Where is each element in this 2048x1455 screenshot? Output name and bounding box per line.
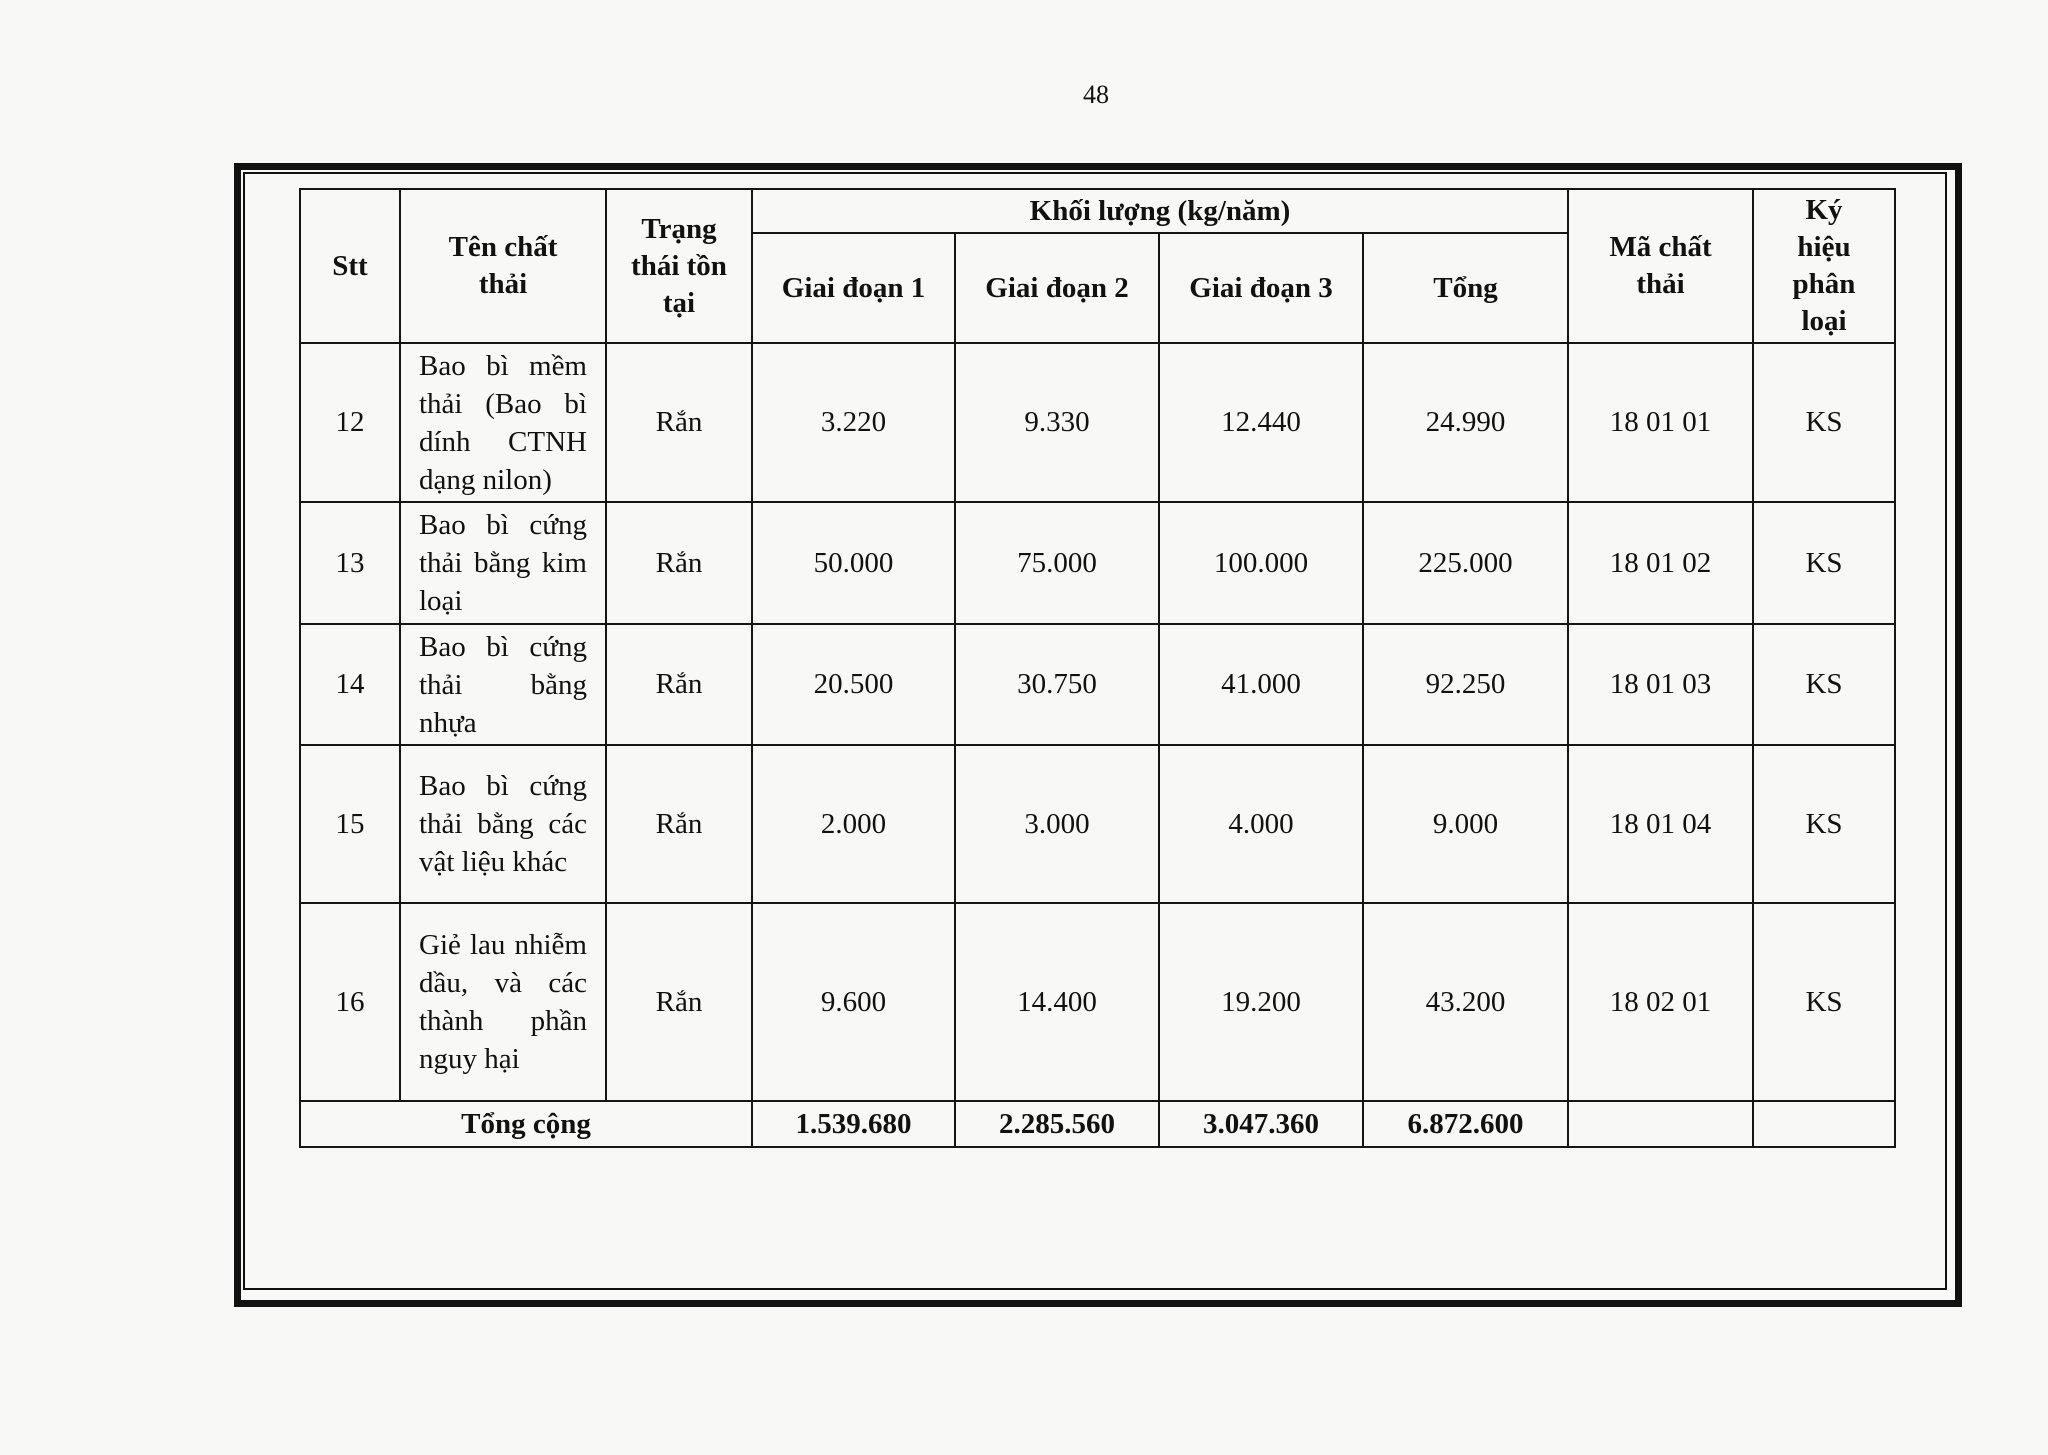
header-phase3: Giai đoạn 3: [1159, 233, 1363, 343]
page-number: 48: [1083, 80, 1109, 109]
header-class-text: Ký hiệu phân loại: [1792, 194, 1856, 337]
total-code: [1568, 1101, 1753, 1147]
cell-class: KS: [1753, 502, 1895, 624]
table-row: [300, 624, 1895, 745]
cell-code: 18 01 02: [1568, 502, 1753, 624]
cell-class: KS: [1753, 903, 1895, 1101]
header-mass-group: Khối lượng (kg/năm): [752, 189, 1568, 233]
cell-phase1: 50.000: [752, 502, 955, 624]
cell-code: 18 01 03: [1568, 624, 1753, 745]
cell-state: Rắn: [606, 502, 752, 624]
cell-stt: 16: [300, 903, 400, 1101]
cell-name: Bao bì mềm thải (Bao bì dính CTNH dạng nilon): [400, 343, 606, 502]
total-phase1: 1.539.680: [752, 1101, 955, 1147]
cell-phase2: 3.000: [955, 745, 1159, 903]
table-row: [300, 343, 1895, 502]
cell-phase3: 12.440: [1159, 343, 1363, 502]
cell-code: 18 02 01: [1568, 903, 1753, 1101]
cell-phase3: 41.000: [1159, 624, 1363, 745]
cell-stt: 14: [300, 624, 400, 745]
waste-table: [299, 188, 1896, 1148]
cell-code: 18 01 01: [1568, 343, 1753, 502]
cell-state: Rắn: [606, 624, 752, 745]
cell-phase3: 100.000: [1159, 502, 1363, 624]
cell-stt: 13: [300, 502, 400, 624]
cell-stt: 12: [300, 343, 400, 502]
table-row: [300, 502, 1895, 624]
cell-total: 9.000: [1363, 745, 1568, 903]
header-row-main: [300, 189, 1895, 233]
header-name-text: Tên chất thải: [448, 231, 558, 300]
total-label: Tổng cộng: [300, 1101, 752, 1147]
header-code: [1568, 189, 1753, 343]
total-phase3: 3.047.360: [1159, 1101, 1363, 1147]
cell-total: 92.250: [1363, 624, 1568, 745]
cell-phase1: 2.000: [752, 745, 955, 903]
cell-name: Bao bì cứng thải bằng các vật liệu khác: [400, 745, 606, 903]
cell-phase3: 4.000: [1159, 745, 1363, 903]
cell-state: Rắn: [606, 903, 752, 1101]
header-phase2: Giai đoạn 2: [955, 233, 1159, 343]
cell-phase3: 19.200: [1159, 903, 1363, 1101]
total-row: [300, 1101, 1895, 1147]
cell-total: 43.200: [1363, 903, 1568, 1101]
header-state: [606, 189, 752, 343]
table-row: [300, 903, 1895, 1101]
cell-phase1: 3.220: [752, 343, 955, 502]
cell-stt: 15: [300, 745, 400, 903]
header-state-text: Trạng thái tồn tại: [631, 212, 727, 319]
header-total: Tổng: [1363, 233, 1568, 343]
cell-phase1: 9.600: [752, 903, 955, 1101]
cell-phase2: 14.400: [955, 903, 1159, 1101]
cell-name: Bao bì cứng thải bằng nhựa: [400, 624, 606, 745]
cell-phase2: 75.000: [955, 502, 1159, 624]
header-stt: Stt: [300, 189, 400, 343]
cell-total: 24.990: [1363, 343, 1568, 502]
cell-phase2: 9.330: [955, 343, 1159, 502]
total-total: 6.872.600: [1363, 1101, 1568, 1147]
cell-state: Rắn: [606, 745, 752, 903]
table-row: [300, 745, 1895, 903]
header-phase1: Giai đoạn 1: [752, 233, 955, 343]
cell-state: Rắn: [606, 343, 752, 502]
cell-class: KS: [1753, 343, 1895, 502]
cell-total: 225.000: [1363, 502, 1568, 624]
header-class: [1753, 189, 1895, 343]
total-class: [1753, 1101, 1895, 1147]
header-code-text: Mã chất thải: [1609, 231, 1712, 300]
cell-name: Bao bì cứng thải bằng kim loại: [400, 502, 606, 624]
total-phase2: 2.285.560: [955, 1101, 1159, 1147]
cell-class: KS: [1753, 745, 1895, 903]
cell-class: KS: [1753, 624, 1895, 745]
cell-phase2: 30.750: [955, 624, 1159, 745]
header-name: [400, 189, 606, 343]
cell-phase1: 20.500: [752, 624, 955, 745]
cell-name: Giẻ lau nhiễm dầu, và các thành phần nguy hại: [400, 903, 606, 1101]
cell-code: 18 01 04: [1568, 745, 1753, 903]
